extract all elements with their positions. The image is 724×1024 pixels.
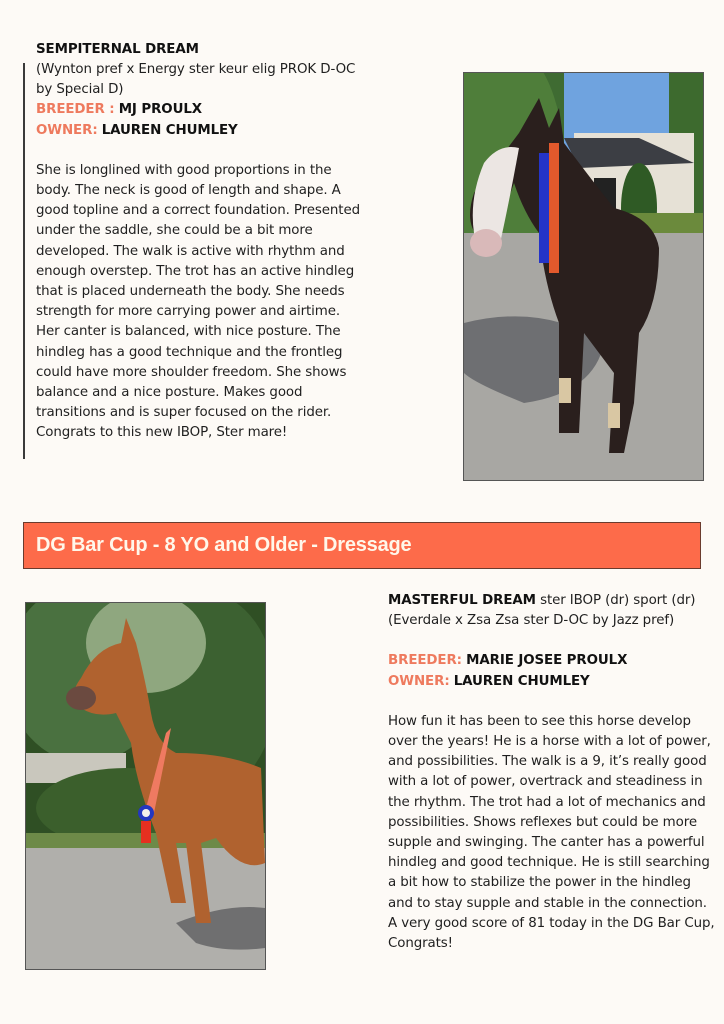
photo-image — [26, 603, 265, 969]
owner-line — [388, 672, 718, 692]
horse-photo-sempiternal-dream — [463, 72, 704, 481]
description: How fun it has been to see this horse develop over the years! He is a horse with a lot of power, and possibilities. The walk is a 9, it’s really good with a lot of power, overtrack and steadiness in the rhythm. The trot had a lot of mechanics and possibilities. Shows reflexes but could be more supple and swinging. The canter has a powerful hindleg and good technique. He is still searching a bit how to stabilize the power in the hindleg and to stay supple and stable in the connection. A very good score of 81 today in the DG Bar Cup, Congrats! — [388, 713, 715, 952]
banner-title: DG Bar Cup - 8 YO and Older - Dressage — [36, 534, 412, 556]
entry-masterful-dream — [388, 591, 718, 954]
horse-titles: ster IBOP (dr) sport (dr) — [540, 593, 696, 608]
breeder-line — [388, 651, 718, 671]
entry-body — [36, 60, 361, 444]
breeder-value: MARIE JOSEE PROULX — [466, 653, 628, 669]
name-line — [388, 591, 718, 611]
owner-label: OWNER: — [36, 122, 98, 138]
left-accent-bar — [23, 63, 25, 459]
owner-value: LAUREN CHUMLEY — [101, 122, 238, 138]
horse-name: MASTERFUL DREAM — [388, 593, 536, 608]
horse-name: SEMPITERNAL DREAM — [36, 42, 199, 57]
owner-value: LAUREN CHUMLEY — [453, 673, 590, 689]
breeder-label: BREEDER : — [36, 102, 115, 118]
breeder-label: BREEDER: — [388, 653, 462, 669]
owner-line — [36, 121, 361, 141]
horse-photo-masterful-dream — [25, 602, 266, 970]
pedigree: (Wynton pref x Energy ster keur elig PROK D-OC by Special D) — [36, 62, 356, 98]
photo-image — [464, 73, 703, 480]
class-banner — [23, 522, 701, 569]
breeder-value: MJ PROULX — [118, 102, 202, 118]
description: She is longlined with good proportions in the body. The neck is good of length and shape. A good topline and a correct foundation. Presented under the saddle, she could be a bit more developed. The walk is active with rhythm and enough overstep. The trot has an active hindleg that is placed underneath the body. She needs strength for more carrying power and airtime. Her canter is balanced, with nice posture. The hindleg has a good technique and the frontleg could have more shoulder freedom. She shows balance and a nice posture. Makes good transitions and is super focused on the rider. Congrats to this new IBOP, Ster mare! — [36, 162, 360, 441]
owner-label: OWNER: — [388, 673, 450, 689]
breeder-line — [36, 100, 361, 120]
spacer — [388, 631, 718, 651]
pedigree: (Everdale x Zsa Zsa ster D-OC by Jazz pref) — [388, 613, 675, 629]
